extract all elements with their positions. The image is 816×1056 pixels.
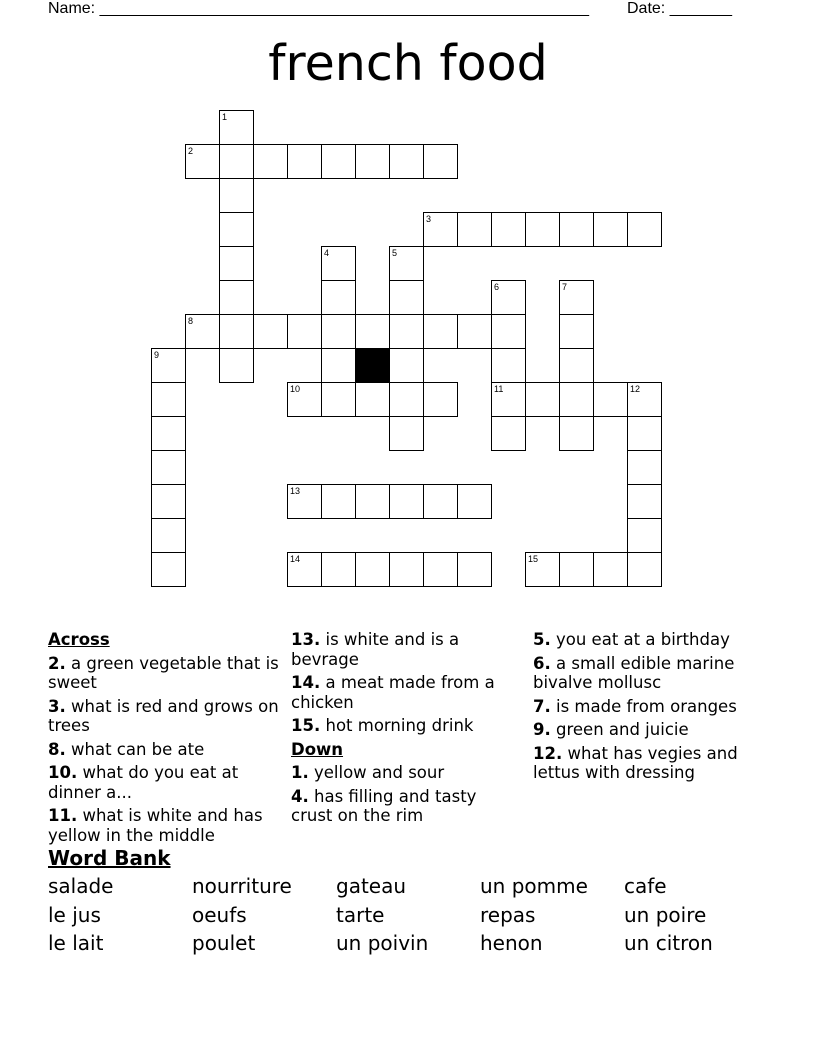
grid-cell[interactable]: [593, 212, 628, 247]
clues-column-2: [291, 630, 521, 830]
clue-number: 5: [392, 248, 398, 258]
grid-cell[interactable]: [389, 348, 424, 383]
grid-cell[interactable]: [593, 382, 628, 417]
grid-cell[interactable]: [321, 314, 356, 349]
grid-cell[interactable]: [559, 382, 594, 417]
grid-cell[interactable]: [219, 280, 254, 315]
grid-cell[interactable]: [491, 348, 526, 383]
grid-cell[interactable]: [423, 314, 458, 349]
grid-cell[interactable]: [355, 144, 390, 179]
grid-cell[interactable]: [219, 246, 254, 281]
grid-cell[interactable]: [355, 484, 390, 519]
grid-cell[interactable]: [219, 178, 254, 213]
word-bank-word: henon: [480, 931, 543, 955]
grid-cell[interactable]: [355, 382, 390, 417]
grid-cell[interactable]: [559, 314, 594, 349]
grid-cell[interactable]: [559, 416, 594, 451]
word-bank-word: salade: [48, 874, 114, 898]
clue-across-10: 10. what do you eat at dinner a...: [48, 763, 239, 802]
word-bank-word: un citron: [624, 931, 713, 955]
clue-across-3: 3. what is red and grows on trees: [48, 696, 279, 735]
word-bank-word: cafe: [624, 874, 667, 898]
word-bank-word: gateau: [336, 874, 407, 898]
grid-cell[interactable]: [389, 246, 424, 281]
word-bank-word: le jus: [48, 903, 101, 927]
clue-down-12: 12. what has vegies and lettus with dressing: [533, 743, 738, 782]
grid-cell[interactable]: [321, 280, 356, 315]
clue-down-4: 4. has filling and tasty crust on the rim: [291, 786, 477, 825]
grid-cell[interactable]: [287, 552, 322, 587]
word-bank-word: nourriture: [192, 874, 292, 898]
grid-cell[interactable]: [491, 280, 526, 315]
grid-cell[interactable]: [253, 144, 288, 179]
grid-cell[interactable]: [559, 552, 594, 587]
grid-cell[interactable]: [287, 314, 322, 349]
grid-cell[interactable]: [355, 552, 390, 587]
clue-across-8: 8. what can be ate: [48, 739, 205, 759]
clue-number: 2: [188, 146, 194, 156]
clue-across-2: 2. a green vegetable that is sweet: [48, 653, 279, 692]
grid-cell[interactable]: [151, 416, 186, 451]
grid-cell[interactable]: [185, 144, 220, 179]
clue-number: 7: [562, 282, 568, 292]
clue-number: 1: [222, 112, 228, 122]
grid-cell[interactable]: [525, 382, 560, 417]
across-heading: Across: [48, 630, 110, 649]
grid-cell[interactable]: [491, 314, 526, 349]
grid-cell[interactable]: [627, 552, 662, 587]
grid-cell[interactable]: [389, 144, 424, 179]
grid-cell[interactable]: [525, 552, 560, 587]
grid-cell[interactable]: [151, 348, 186, 383]
grid-cell[interactable]: [457, 314, 492, 349]
grid-cell[interactable]: [423, 382, 458, 417]
grid-cell[interactable]: [559, 212, 594, 247]
grid-cell[interactable]: [457, 484, 492, 519]
grid-cell[interactable]: [219, 110, 254, 145]
clue-number: 9: [154, 350, 160, 360]
clue-down-1: 1. yellow and sour: [291, 763, 445, 782]
grid-cell[interactable]: [321, 144, 356, 179]
grid-cell[interactable]: [389, 382, 424, 417]
grid-cell[interactable]: [219, 314, 254, 349]
clue-number: 4: [324, 248, 330, 258]
grid-cell[interactable]: [627, 382, 662, 417]
grid-cell[interactable]: [321, 552, 356, 587]
grid-cell[interactable]: [389, 280, 424, 315]
grid-cell[interactable]: [219, 212, 254, 247]
clue-across-11: 11. what is white and has yellow in the middle: [48, 806, 263, 845]
word-bank-word: repas: [480, 903, 536, 927]
clue-number: 13: [290, 486, 301, 496]
date-label: Date: _______: [627, 0, 732, 17]
clue-number: 6: [494, 282, 500, 292]
grid-cell[interactable]: [151, 382, 186, 417]
grid-cell[interactable]: [627, 212, 662, 247]
grid-cell[interactable]: [219, 348, 254, 383]
word-bank-word: un poivin: [336, 931, 429, 955]
grid-cell[interactable]: [627, 416, 662, 451]
clue-number: 3: [426, 214, 432, 224]
clue-number: 8: [188, 316, 194, 326]
grid-cell[interactable]: [321, 246, 356, 281]
word-bank-word: tarte: [336, 903, 385, 927]
clue-number: 15: [528, 554, 539, 564]
clue-down-7: 7. is made from oranges: [533, 696, 737, 716]
grid-cell[interactable]: [185, 314, 220, 349]
grid-cell[interactable]: [457, 212, 492, 247]
grid-cell[interactable]: [389, 484, 424, 519]
grid-cell[interactable]: [457, 552, 492, 587]
grid-cell[interactable]: [627, 450, 662, 485]
grid-cell[interactable]: [151, 450, 186, 485]
grid-cell[interactable]: [559, 280, 594, 315]
grid-cell[interactable]: [423, 552, 458, 587]
grid-cell[interactable]: [151, 484, 186, 519]
grid-cell[interactable]: [423, 144, 458, 179]
grid-cell[interactable]: [593, 552, 628, 587]
clue-number: 10: [290, 384, 301, 394]
word-bank-word: oeufs: [192, 903, 247, 927]
word-bank-word: un pomme: [480, 874, 588, 898]
clues-column-3: [533, 630, 768, 787]
grid-cell[interactable]: [321, 348, 356, 383]
grid-cell[interactable]: [151, 518, 186, 553]
clue-across-15: 15. hot morning drink: [291, 716, 474, 735]
grid-cell[interactable]: [321, 382, 356, 417]
black-cell: [355, 348, 390, 383]
clues-column-1: [48, 630, 280, 849]
grid-cell[interactable]: [253, 314, 288, 349]
clue-number: 14: [290, 554, 301, 564]
grid-cell[interactable]: [287, 144, 322, 179]
grid-cell[interactable]: [389, 314, 424, 349]
name-label: Name: _______________________________________________________: [48, 0, 589, 17]
grid-cell[interactable]: [627, 484, 662, 519]
clue-down-6: 6. a small edible marine bivalve mollusc: [533, 653, 735, 692]
grid-cell[interactable]: [287, 484, 322, 519]
grid-cell[interactable]: [627, 518, 662, 553]
clue-across-13: 13. is white and is a bevrage: [291, 630, 460, 669]
grid-cell[interactable]: [491, 212, 526, 247]
grid-cell[interactable]: [219, 144, 254, 179]
word-bank-word: poulet: [192, 931, 256, 955]
grid-cell[interactable]: [321, 484, 356, 519]
grid-cell[interactable]: [151, 552, 186, 587]
grid-cell[interactable]: [423, 484, 458, 519]
page-title: french food: [268, 35, 548, 92]
grid-cell[interactable]: [525, 212, 560, 247]
grid-cell[interactable]: [355, 314, 390, 349]
clue-down-5: 5. you eat at a birthday: [533, 630, 730, 649]
clue-across-14: 14. a meat made from a chicken: [291, 673, 495, 712]
grid-cell[interactable]: [423, 212, 458, 247]
word-bank-word: le lait: [48, 931, 104, 955]
clue-number: 12: [630, 384, 641, 394]
grid-cell[interactable]: [389, 552, 424, 587]
clue-number: 11: [494, 384, 504, 394]
grid-cell[interactable]: [389, 416, 424, 451]
grid-cell[interactable]: [559, 348, 594, 383]
word-bank-title: Word Bank: [48, 846, 171, 870]
clue-down-9: 9. green and juicie: [533, 720, 689, 739]
grid-cell[interactable]: [491, 382, 526, 417]
grid-cell[interactable]: [491, 416, 526, 451]
word-bank-word: un poire: [624, 903, 707, 927]
grid-cell[interactable]: [287, 382, 322, 417]
down-heading: Down: [291, 739, 344, 759]
